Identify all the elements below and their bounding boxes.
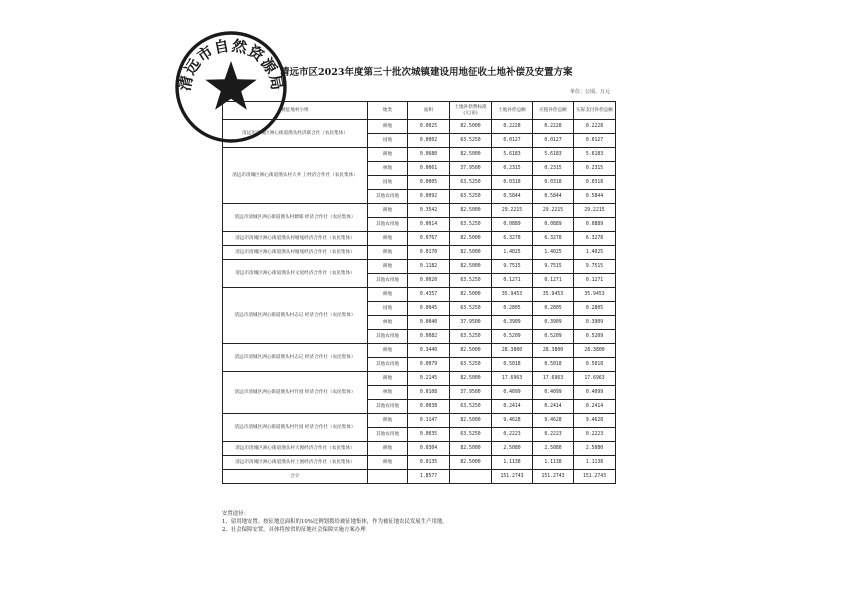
land-type-cell: 耕地 bbox=[368, 148, 408, 162]
notes-heading: 安置途径： bbox=[222, 511, 249, 517]
village-group-name: 清远市清城区洲心街道渔头村塘尾经济合作社（农民集体） bbox=[223, 246, 368, 260]
table-row bbox=[223, 288, 616, 302]
rate-cell: 82.5000 bbox=[450, 456, 492, 470]
area-cell: 0.0061 bbox=[408, 162, 450, 176]
paid-cell: 0.1271 bbox=[574, 274, 616, 288]
page-title: 清远市区2023年度第三十批次城镇建设用地征收土地补偿及安置方案 bbox=[280, 67, 573, 78]
unit-label: 单位：公顷、万元 bbox=[570, 89, 611, 95]
land-type-cell: 耕地 bbox=[368, 456, 408, 470]
area-cell: 0.0135 bbox=[408, 456, 450, 470]
area-cell: 0.1147 bbox=[408, 414, 450, 428]
land-type-cell: 耕地 bbox=[368, 246, 408, 260]
due-cell: 0.0318 bbox=[533, 176, 574, 190]
column-header: 土地补偿费标准(元/亩) bbox=[450, 102, 492, 120]
area-cell: 0.0002 bbox=[408, 134, 450, 148]
table-row bbox=[223, 456, 616, 470]
table-row bbox=[223, 442, 616, 456]
paid-cell: 0.0889 bbox=[574, 218, 616, 232]
paid-cell: 0.2315 bbox=[574, 162, 616, 176]
compensation-cell: 0.5844 bbox=[492, 190, 533, 204]
area-cell: 0.0079 bbox=[408, 358, 450, 372]
paid-cell: 0.2805 bbox=[574, 302, 616, 316]
compensation-cell: 0.2414 bbox=[492, 400, 533, 414]
area-cell: 0.0035 bbox=[408, 428, 450, 442]
area-cell: 0.0170 bbox=[408, 246, 450, 260]
area-cell: 0.4357 bbox=[408, 288, 450, 302]
village-group-name: 清远市清城区洲心街道渔头村塘埔 经济合作社（农民集体） bbox=[223, 204, 368, 232]
table-header-row bbox=[223, 102, 616, 120]
area-cell: 0.0038 bbox=[408, 400, 450, 414]
rate-cell: 63.5250 bbox=[450, 330, 492, 344]
village-group-name: 清远市清城区洲心街道渔头经济联合社（农民集体） bbox=[223, 120, 368, 148]
village-group-name: 清远市清城区洲心街道渔头村上围经济合作社（农民集体） bbox=[223, 456, 368, 470]
land-type-cell: 园地 bbox=[368, 176, 408, 190]
land-type-cell: 耕地 bbox=[368, 344, 408, 358]
table-row bbox=[223, 372, 616, 386]
land-type-cell: 耕地 bbox=[368, 442, 408, 456]
due-cell: 0.5844 bbox=[533, 190, 574, 204]
table-row bbox=[223, 260, 616, 274]
land-type-cell: 其他农用地 bbox=[368, 428, 408, 442]
compensation-cell: 29.2215 bbox=[492, 204, 533, 218]
compensation-cell: 0.2315 bbox=[492, 162, 533, 176]
paid-cell: 0.2223 bbox=[574, 428, 616, 442]
rate-cell: 63.5250 bbox=[450, 428, 492, 442]
rate-cell: 82.5000 bbox=[450, 204, 492, 218]
due-cell: 0.4099 bbox=[533, 386, 574, 400]
village-group-name: 清远市清城区洲心街道渔头村志记 经济合作社（农民集体） bbox=[223, 288, 368, 344]
area-cell: 0.0040 bbox=[408, 316, 450, 330]
land-type-cell: 耕地 bbox=[368, 204, 408, 218]
compensation-cell: 17.6963 bbox=[492, 372, 533, 386]
compensation-cell: 5.6183 bbox=[492, 148, 533, 162]
village-group-name: 清远市清城区洲心街道渔头村竹园 经济合作社（农民集体） bbox=[223, 414, 368, 442]
land-type-cell: 园地 bbox=[368, 134, 408, 148]
due-cell: 29.2215 bbox=[533, 204, 574, 218]
paid-cell: 0.5209 bbox=[574, 330, 616, 344]
total-label: 合计 bbox=[223, 470, 368, 484]
rate-cell: 82.5000 bbox=[450, 120, 492, 134]
due-cell: 6.3278 bbox=[533, 232, 574, 246]
table-row bbox=[223, 246, 616, 260]
land-type-cell: 耕地 bbox=[368, 260, 408, 274]
land-type-cell: 其他农用地 bbox=[368, 218, 408, 232]
paid-cell: 9.4628 bbox=[574, 414, 616, 428]
due-cell: 17.6963 bbox=[533, 372, 574, 386]
due-cell: 2.5080 bbox=[533, 442, 574, 456]
due-cell: 0.0889 bbox=[533, 218, 574, 232]
rate-cell: 82.5000 bbox=[450, 288, 492, 302]
compensation-cell: 0.2228 bbox=[492, 120, 533, 134]
compensation-cell: 9.7515 bbox=[492, 260, 533, 274]
compensation-cell: 0.0318 bbox=[492, 176, 533, 190]
area-cell: 0.3542 bbox=[408, 204, 450, 218]
column-header: 土地补偿总额 bbox=[492, 102, 533, 120]
area-cell: 0.1182 bbox=[408, 260, 450, 274]
due-cell: 1.1138 bbox=[533, 456, 574, 470]
table-row bbox=[223, 120, 616, 134]
area-cell: 0.0767 bbox=[408, 232, 450, 246]
land-type-cell: 耕地 bbox=[368, 120, 408, 134]
land-type-cell: 其他农用地 bbox=[368, 358, 408, 372]
compensation-cell: 35.9453 bbox=[492, 288, 533, 302]
due-cell: 0.2805 bbox=[533, 302, 574, 316]
village-group-name: 清远市清城区洲心街道渔头村文屋经济合作社（农民集体） bbox=[223, 260, 368, 288]
area-cell: 0.0020 bbox=[408, 274, 450, 288]
land-type-cell: 林地 bbox=[368, 386, 408, 400]
total-due: 151.2743 bbox=[533, 470, 574, 484]
paid-cell: 2.5080 bbox=[574, 442, 616, 456]
due-cell: 0.3909 bbox=[533, 316, 574, 330]
compensation-cell: 0.5018 bbox=[492, 358, 533, 372]
area-cell: 0.0092 bbox=[408, 190, 450, 204]
due-cell: 1.4025 bbox=[533, 246, 574, 260]
compensation-cell: 6.3278 bbox=[492, 232, 533, 246]
land-type-cell: 耕地 bbox=[368, 288, 408, 302]
paid-cell: 1.1138 bbox=[574, 456, 616, 470]
rate-cell: 63.5250 bbox=[450, 302, 492, 316]
compensation-cell: 9.4628 bbox=[492, 414, 533, 428]
table-row bbox=[223, 414, 616, 428]
rate-cell: 63.5250 bbox=[450, 176, 492, 190]
paid-cell: 1.4025 bbox=[574, 246, 616, 260]
rate-cell: 63.5250 bbox=[450, 358, 492, 372]
compensation-cell: 0.0127 bbox=[492, 134, 533, 148]
paid-cell: 28.3800 bbox=[574, 344, 616, 358]
paid-cell: 17.6963 bbox=[574, 372, 616, 386]
due-cell: 28.3800 bbox=[533, 344, 574, 358]
column-header: 实际支付补偿总额 bbox=[574, 102, 616, 120]
area-cell: 0.0680 bbox=[408, 148, 450, 162]
column-header: 应拨补偿总额 bbox=[533, 102, 574, 120]
paid-cell: 0.0127 bbox=[574, 134, 616, 148]
due-cell: 35.9453 bbox=[533, 288, 574, 302]
paid-cell: 29.2215 bbox=[574, 204, 616, 218]
area-cell: 0.2145 bbox=[408, 372, 450, 386]
paid-cell: 35.9453 bbox=[574, 288, 616, 302]
village-group-name: 清远市清城区洲心街道渔头村志记 经济合作社（农民集体） bbox=[223, 344, 368, 372]
rate-cell: 82.5000 bbox=[450, 344, 492, 358]
land-type-cell: 其他农用地 bbox=[368, 330, 408, 344]
due-cell: 9.7515 bbox=[533, 260, 574, 274]
village-group-name: 清远市清城区洲心街道渔头村塘尾经济合作社（农民集体） bbox=[223, 232, 368, 246]
table-row bbox=[223, 344, 616, 358]
compensation-cell: 0.2805 bbox=[492, 302, 533, 316]
rate-cell: 82.5000 bbox=[450, 414, 492, 428]
table-row bbox=[223, 232, 616, 246]
rate-cell: 63.5250 bbox=[450, 190, 492, 204]
table-body bbox=[223, 120, 616, 470]
land-type-cell: 其他农用地 bbox=[368, 400, 408, 414]
rate-cell: 82.5000 bbox=[450, 148, 492, 162]
rate-cell: 82.5000 bbox=[450, 246, 492, 260]
paid-cell: 0.2228 bbox=[574, 120, 616, 134]
due-cell: 0.1271 bbox=[533, 274, 574, 288]
total-row bbox=[223, 470, 616, 484]
land-type-cell: 其他农用地 bbox=[368, 274, 408, 288]
area-cell: 0.0108 bbox=[408, 386, 450, 400]
area-cell: 0.3440 bbox=[408, 344, 450, 358]
village-group-name: 清远市清城区洲心街道渔头村大围经济合作社（农民集体） bbox=[223, 442, 368, 456]
rate-cell: 63.5250 bbox=[450, 218, 492, 232]
compensation-cell: 1.4025 bbox=[492, 246, 533, 260]
due-cell: 0.5209 bbox=[533, 330, 574, 344]
paid-cell: 0.4099 bbox=[574, 386, 616, 400]
paid-cell: 9.7515 bbox=[574, 260, 616, 274]
due-cell: 9.4628 bbox=[533, 414, 574, 428]
due-cell: 0.5018 bbox=[533, 358, 574, 372]
rate-cell: 63.5250 bbox=[450, 274, 492, 288]
land-type-cell: 其他农用地 bbox=[368, 190, 408, 204]
land-type-cell: 园地 bbox=[368, 302, 408, 316]
compensation-cell: 28.3800 bbox=[492, 344, 533, 358]
paid-cell: 0.2414 bbox=[574, 400, 616, 414]
column-header: 被征地村小组 bbox=[223, 102, 368, 120]
area-cell: 0.0082 bbox=[408, 330, 450, 344]
due-cell: 0.2414 bbox=[533, 400, 574, 414]
rate-cell: 63.5250 bbox=[450, 400, 492, 414]
compensation-cell: 1.1138 bbox=[492, 456, 533, 470]
land-type-cell: 林地 bbox=[368, 162, 408, 176]
total-paid: 151.2743 bbox=[574, 470, 616, 484]
paid-cell: 5.6183 bbox=[574, 148, 616, 162]
land-type-cell: 耕地 bbox=[368, 372, 408, 386]
rate-cell: 37.9500 bbox=[450, 162, 492, 176]
compensation-cell: 0.0889 bbox=[492, 218, 533, 232]
village-group-name: 清远市清城区洲心街道渔头村竹园 经济合作社（农民集体） bbox=[223, 372, 368, 414]
rate-cell: 82.5000 bbox=[450, 260, 492, 274]
due-cell: 0.2228 bbox=[533, 120, 574, 134]
rate-cell: 63.5250 bbox=[450, 134, 492, 148]
notes-item: 1、留用地安置。按征地总面积的10%比例划拨给被征地集体，作为被征地农民发展生产用地。 bbox=[222, 519, 448, 525]
table-row bbox=[223, 148, 616, 162]
rate-cell: 82.5000 bbox=[450, 442, 492, 456]
compensation-cell: 0.4099 bbox=[492, 386, 533, 400]
paid-cell: 0.0318 bbox=[574, 176, 616, 190]
area-cell: 0.0005 bbox=[408, 176, 450, 190]
due-cell: 0.2315 bbox=[533, 162, 574, 176]
notes-item: 2、社会保障安置。具体将按省的征地社会保障实施方案办理 bbox=[222, 527, 366, 533]
due-cell: 0.0127 bbox=[533, 134, 574, 148]
area-cell: 0.0025 bbox=[408, 120, 450, 134]
rate-cell: 82.5000 bbox=[450, 372, 492, 386]
compensation-table bbox=[222, 101, 616, 484]
due-cell: 5.6183 bbox=[533, 148, 574, 162]
paid-cell: 0.5844 bbox=[574, 190, 616, 204]
land-type-cell: 耕地 bbox=[368, 414, 408, 428]
area-cell: 0.0045 bbox=[408, 302, 450, 316]
seal-text: 清远市自然资源局 bbox=[175, 36, 287, 93]
land-type-cell: 耕地 bbox=[368, 232, 408, 246]
paid-cell: 0.5018 bbox=[574, 358, 616, 372]
paid-cell: 6.3278 bbox=[574, 232, 616, 246]
compensation-cell: 0.2223 bbox=[492, 428, 533, 442]
due-cell: 0.2223 bbox=[533, 428, 574, 442]
total-area: 1.8577 bbox=[408, 470, 450, 484]
rate-cell: 37.9500 bbox=[450, 316, 492, 330]
compensation-cell: 0.1271 bbox=[492, 274, 533, 288]
village-group-name: 清远市清城区洲心街道渔头村大井 上经济合作社（农民集体） bbox=[223, 148, 368, 204]
column-header: 面积 bbox=[408, 102, 450, 120]
table-row bbox=[223, 204, 616, 218]
compensation-cell: 0.3909 bbox=[492, 316, 533, 330]
column-header: 地类 bbox=[368, 102, 408, 120]
rate-cell: 82.5000 bbox=[450, 232, 492, 246]
rate-cell: 37.9500 bbox=[450, 386, 492, 400]
resettlement-notes bbox=[222, 510, 448, 534]
land-type-cell: 林地 bbox=[368, 316, 408, 330]
compensation-cell: 2.5080 bbox=[492, 442, 533, 456]
area-cell: 0.0014 bbox=[408, 218, 450, 232]
area-cell: 0.0304 bbox=[408, 442, 450, 456]
paid-cell: 0.3909 bbox=[574, 316, 616, 330]
total-compensation: 151.2743 bbox=[492, 470, 533, 484]
compensation-cell: 0.5209 bbox=[492, 330, 533, 344]
